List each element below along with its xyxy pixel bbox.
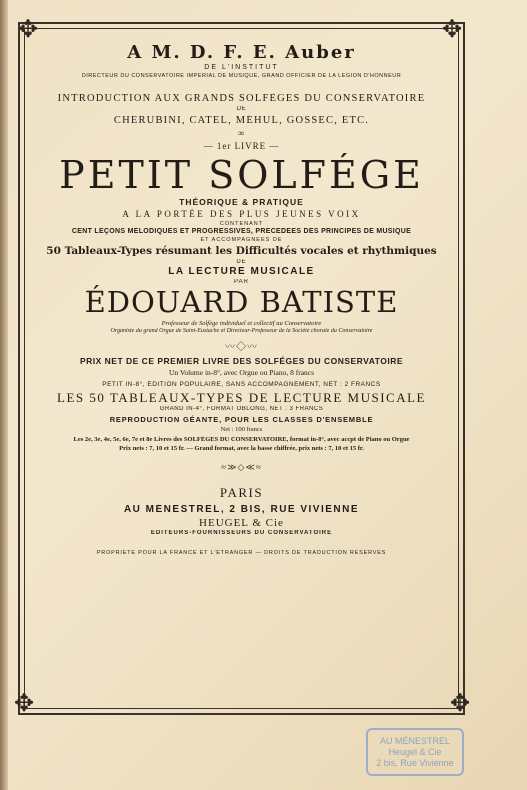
library-stamp (366, 728, 464, 776)
intro-heading: INTRODUCTION AUX GRANDS SOLFÈGES DU CONSERVATOIRE (57, 93, 426, 104)
book-subtitle: THÉORIQUE & PRATIQUE (179, 197, 304, 207)
ornament-divider-2: 〰◇〰 (225, 342, 258, 353)
corner-ornament-top-right: ✥ (441, 17, 463, 43)
reproduction-price: Net : 100 francs (220, 426, 263, 433)
price-header: PRIX NET DE CE PREMIER LIVRE DES SOLFÉGES DU CONSERVATOIRE (79, 356, 404, 366)
grand-format-price: GRAND IN-4°, FORMAT OBLONG, NET : 3 FRANCS (159, 406, 324, 412)
lecture-musicale: LA LECTURE MUSICALE (168, 266, 315, 277)
other-books-line: Les 2e, 3e, 4e, 5e, 6e, 7e et 8e Livres des SOLFÉGES DU CONSERVATOIRE, format in-8°, avec accpt de Piano ou Orgue (73, 436, 410, 443)
ornament-divider-3: ≈≫◇≪≈ (221, 462, 262, 472)
author-role-1: Professeur de Solfège individuel et collectif au Conservatoire (161, 320, 322, 327)
tableaux-types-title: LES 50 TABLEAUX-TYPES DE LECTURE MUSICALE (57, 390, 426, 405)
accompagnees-label: ET ACCOMPAGNÉES DE (200, 237, 283, 243)
popular-edition-price: PETIT IN-8°, ÉDITION POPULAIRE, SANS ACCOMPAGNEMENT, NET : 2 FRANCS (102, 381, 381, 388)
composer-name: A M. D. F. E. Auber (127, 42, 356, 63)
other-books-prices: Prix nets : 7, 10 et 15 fr. — Grand format, avec la basse chiffrée, prix nets : 7, 10 et 15 fr. (119, 445, 364, 452)
author-role-2: Organiste du grand Orgue de Saint-Eustache et Directeur-Professeur de la Société chorale du Conservatoire (110, 328, 373, 334)
institute-label: DE L'INSTITUT (204, 64, 279, 71)
publisher-editeurs: ÉDITEURS-FOURNISSEURS DU CONSERVATOIRE (150, 530, 333, 536)
author-name: ÉDOUARD BATISTE (84, 285, 399, 319)
publisher-firm: HEUGEL & Cie (199, 517, 284, 529)
publisher-address: AU MÉNESTREL, 2 BIS, RUE VIVIENNE (123, 504, 360, 515)
page-binding-edge (0, 0, 8, 790)
tableaux-description: 50 Tableaux-Types résumant les Difficultés vocales et rhythmiques (46, 245, 437, 257)
volume-price: Un Volume in-8°, avec Orgue ou Piano, 8 francs (168, 368, 315, 377)
book-title: PETIT SOLFÉGE (59, 153, 424, 197)
de-label: DE (236, 259, 247, 265)
stamp-line-3: 2 bis, Rue Vivienne (376, 758, 454, 768)
stamp-line-2: Heugel & Cie (388, 747, 442, 757)
reproduction-geante: REPRODUCTION GÉANTE, POUR LES CLASSES D'ENSEMBLE (109, 415, 374, 424)
stamp-line-1: AU MÉNESTREL (379, 736, 450, 746)
publisher-city: PARIS (219, 485, 264, 500)
contenant-label: CONTENANT (219, 221, 264, 227)
book-audience: A LA PORTÉE DES PLUS JEUNES VOIX (122, 209, 361, 219)
corner-ornament-bottom-left: ✥ (13, 691, 35, 717)
composers-list: CHERUBINI, CATEL, MÉHUL, GOSSEC, ETC. (113, 115, 370, 126)
book-number: — 1er LIVRE — (203, 141, 280, 151)
corner-ornament-bottom-right: ✥ (449, 691, 471, 717)
title-content (30, 32, 453, 556)
rights-notice: PROPRIÉTÉ POUR LA FRANCE ET L'ÉTRANGER — DROITS DE TRADUCTION RÉSERVÉS (96, 550, 387, 556)
ornament-divider-1: ∞ (237, 128, 246, 138)
composer-title: DIRECTEUR DU CONSERVATOIRE IMPÉRIAL DE MUSIQUE, GRAND OFFICIER DE LA LÉGION D'HONNEUR (81, 73, 402, 79)
intro-de: DE (236, 106, 247, 112)
par-label: PAR (234, 279, 249, 285)
lessons-description: CENT LEÇONS MÉLODIQUES ET PROGRESSIVES, PRÉCÉDÉES DES PRINCIPES DE MUSIQUE (71, 228, 412, 235)
corner-ornament-top-left: ✥ (17, 17, 39, 43)
